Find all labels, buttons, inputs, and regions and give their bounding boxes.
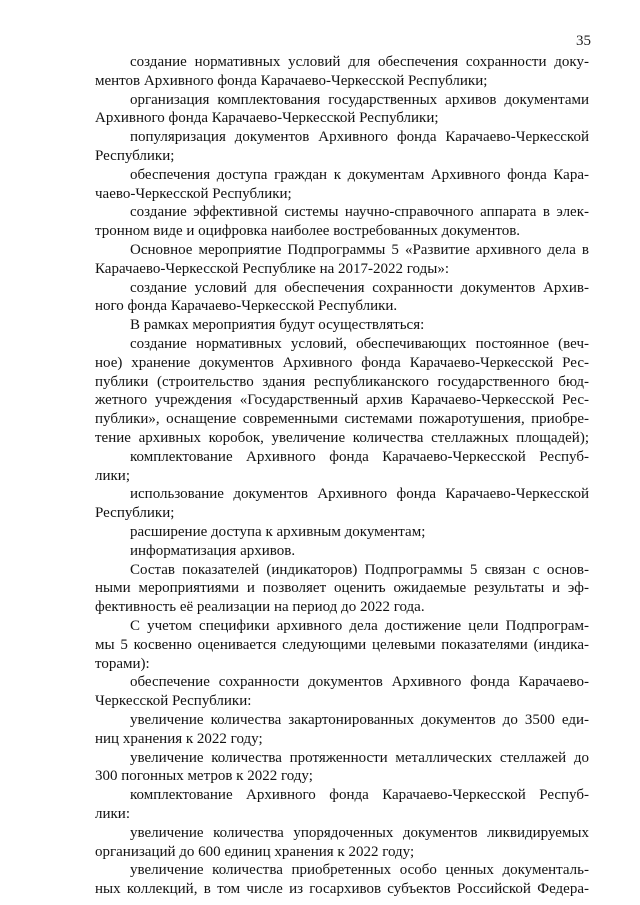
text-line: Черкесской Республики:: [95, 693, 252, 710]
text-line: обеспечение сохранности документов Архивного фонда Карачаево-: [130, 674, 589, 691]
text-line: публики (строительство здания республиканского государственного бюд-: [95, 373, 589, 390]
text-line: комплектование Архивного фонда Карачаево-Черкесской Респуб-: [130, 787, 589, 804]
text-line: создание эффективной системы научно-справочного аппарата в элек-: [130, 204, 589, 221]
text-line: Архивного фонда Карачаево-Черкесской Республики;: [95, 110, 439, 127]
text-line: информатизация архивов.: [130, 542, 296, 559]
text-line: ментов Архивного фонда Карачаево-Черкесской Республики;: [95, 72, 488, 89]
text-line: Основное мероприятие Подпрограммы 5 «Развитие архивного дела в: [130, 242, 589, 258]
text-line: увеличение количества упорядоченных документов ликвидируемых: [130, 824, 589, 841]
text-line: чаево-Черкесской Республики;: [95, 185, 292, 202]
text-line: фективность её реализации на период до 2022 года.: [95, 599, 425, 616]
text-line: торами):: [95, 655, 150, 672]
text-line: организаций до 600 единиц хранения к 2022 году;: [95, 843, 415, 860]
text-line: увеличение количества протяженности металлических стеллажей до: [130, 749, 589, 766]
text-line: увеличение количества закартонированных документов до 3500 еди-: [130, 712, 589, 728]
text-line: ниц хранения к 2022 году;: [95, 730, 263, 747]
text-line: публики», оснащение современными системами пожаротушения, приобре-: [95, 411, 589, 428]
text-line: мы 5 косвенно оценивается следующими целевыми показателями (индика-: [95, 636, 589, 653]
text-line: лики:: [95, 806, 130, 822]
text-line: лики;: [95, 467, 130, 484]
text-line: Карачаево-Черкесской Республике на 2017-2022 годы»:: [95, 260, 449, 277]
text-line: комплектование Архивного фонда Карачаево-Черкесской Респуб-: [130, 448, 589, 465]
text-line: С учетом специфики архивного дела достижение цели Подпрограм-: [130, 618, 589, 634]
text-line: тение архивных коробок, увеличение количества стеллажных площадей);: [95, 430, 589, 446]
text-line: расширение доступа к архивным документам;: [130, 524, 426, 540]
text-line: тронном виде и оцифровка наиболее востребованных документов.: [95, 223, 521, 240]
text-line: использование документов Архивного фонда Карачаево-Черкесской: [130, 486, 589, 503]
text-line: создание нормативных условий, обеспечивающих постоянное (веч-: [130, 336, 589, 352]
text-line: Состав показателей (индикаторов) Подпрограммы 5 связан с основ-: [130, 561, 589, 578]
text-line: организация комплектования государственных архивов документами: [130, 91, 589, 108]
text-line: ных коллекций, в том числе из госархивов субъектов Российской Федера-: [95, 881, 589, 898]
text-line: популяризация документов Архивного фонда Карачаево-Черкесской: [130, 129, 589, 146]
text-line: Республики;: [95, 505, 175, 522]
text-line: жетного учреждения «Государственный архив Карачаево-Черкесской Рес-: [95, 392, 589, 409]
text-line: создание нормативных условий для обеспечения сохранности доку-: [130, 54, 589, 70]
text-line: обеспечения доступа граждан к документам Архивного фонда Кара-: [130, 166, 589, 183]
text-line: ное) хранение документов Архивного фонда Карачаево-Черкесской Рес-: [95, 354, 589, 371]
text-line: 300 погонных метров к 2022 году;: [95, 768, 313, 785]
text-line: увеличение количества приобретенных особо ценных документаль-: [130, 862, 589, 879]
text-line: Республики;: [95, 148, 175, 164]
text-line: ного фонда Карачаево-Черкесской Республики.: [95, 298, 398, 315]
text-line: создание условий для обеспечения сохранности документов Архив-: [130, 279, 589, 296]
text-line: В рамках мероприятия будут осуществляться:: [130, 317, 425, 334]
page-number: 35: [576, 33, 591, 49]
text-line: ными мероприятиями и позволяет оценить ожидаемые результаты и эф-: [95, 580, 589, 597]
